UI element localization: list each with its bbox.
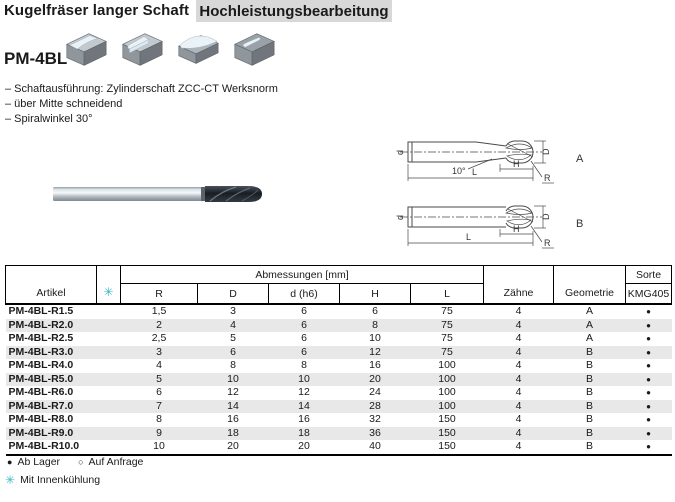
zaehne-cell: 4	[515, 332, 522, 344]
cooling-cell	[97, 400, 121, 414]
table-row	[6, 386, 672, 400]
h-cell: 8	[340, 319, 411, 333]
page-title: Kugelfräser langer Schaft	[4, 2, 190, 19]
d-h6-cell: 6	[301, 332, 307, 344]
zaehne-cell: 4	[515, 413, 522, 425]
table-row	[6, 400, 672, 414]
h-cell: 16	[369, 359, 381, 371]
dim-R-label: R	[544, 173, 551, 183]
dim-L-label: L	[472, 167, 478, 177]
artikel-cell: PM-4BL-R2.0	[6, 319, 97, 333]
col-header-grade: KMG405	[626, 284, 672, 305]
stock-dot-cell: ●	[626, 400, 672, 414]
stock-dot-cell: ●	[646, 334, 651, 343]
d-cell: 3	[230, 305, 236, 317]
artikel-cell: PM-4BL-R3.0	[6, 346, 97, 360]
zaehne-cell: 4	[484, 400, 554, 414]
r-cell: 9	[121, 427, 198, 441]
dimensions-table	[5, 265, 672, 456]
dim-D-label: D	[541, 148, 551, 155]
stock-legend	[7, 456, 143, 468]
table-row	[6, 413, 672, 427]
stock-dot-cell: ●	[626, 346, 672, 360]
geometrie-cell: B	[554, 427, 626, 441]
d-cell: 14	[198, 400, 269, 414]
cooling-cell	[97, 440, 121, 455]
geometrie-cell: B	[554, 400, 626, 414]
d-h6-cell: 10	[269, 373, 340, 387]
r-cell: 4	[156, 359, 162, 371]
internal-cooling-icon: ✳	[97, 266, 121, 305]
artikel-cell: PM-4BL-R4.0	[8, 359, 74, 371]
on-request-circle-icon: ○	[78, 457, 84, 467]
h-cell: 20	[340, 373, 411, 387]
drawing-variant-a	[396, 136, 601, 195]
cooling-cell	[97, 319, 121, 333]
in-stock-dot-icon: ●	[7, 457, 13, 467]
d-h6-cell: 8	[301, 359, 307, 371]
feature-item: – Schaftausführung: Zylinderschaft ZCC-CT Werksnorm	[5, 83, 278, 95]
stock-dot-cell: ●	[646, 415, 651, 424]
table-row	[6, 346, 672, 360]
dim-H-label: H	[513, 159, 520, 169]
table-row	[6, 319, 672, 333]
stock-dot-cell: ●	[626, 440, 672, 455]
table-body	[6, 304, 672, 455]
d-cell: 20	[198, 440, 269, 455]
zaehne-cell: 4	[484, 373, 554, 387]
col-header-geometrie: Geometrie	[554, 266, 626, 305]
d-h6-cell: 6	[301, 305, 307, 317]
feature-item: – Spiralwinkel 30°	[5, 113, 93, 125]
zaehne-cell: 4	[484, 346, 554, 360]
d-cell: 6	[198, 346, 269, 360]
col-header-h: H	[340, 284, 411, 305]
d-cell: 5	[230, 332, 236, 344]
d-cell: 18	[198, 427, 269, 441]
l-cell: 75	[441, 332, 453, 344]
table-row	[6, 332, 672, 346]
r-cell: 5	[121, 373, 198, 387]
zaehne-cell: 4	[484, 319, 554, 333]
cooling-cell	[97, 332, 121, 346]
cooling-cell	[97, 427, 121, 441]
d-h6-cell: 6	[269, 346, 340, 360]
variant-b-label: B	[576, 218, 584, 230]
table-row	[6, 373, 672, 387]
table-row	[6, 359, 672, 373]
d-cell: 10	[198, 373, 269, 387]
product-code: PM-4BL	[4, 49, 68, 68]
d-h6-cell: 20	[269, 440, 340, 455]
artikel-cell: PM-4BL-R7.0	[6, 400, 97, 414]
dim-R-label: R	[544, 238, 551, 248]
l-cell: 100	[438, 386, 456, 398]
d-h6-cell: 16	[298, 413, 310, 425]
geometrie-cell: B	[554, 440, 626, 455]
l-cell: 100	[411, 400, 484, 414]
dim-d-label: d	[396, 214, 405, 220]
category-label: Hochleistungsbearbeitung	[199, 2, 389, 20]
zaehne-cell: 4	[515, 386, 522, 398]
category-badge	[196, 0, 392, 22]
cooling-cell	[97, 304, 121, 319]
geometrie-cell: A	[585, 332, 593, 344]
l-cell: 75	[411, 346, 484, 360]
drawing-variant-b	[396, 201, 601, 260]
application-icons	[62, 28, 278, 77]
dim-d-label: d	[396, 149, 405, 155]
tool-photo	[52, 177, 268, 216]
artikel-cell: PM-4BL-R10.0	[6, 440, 97, 455]
r-cell: 8	[156, 413, 162, 425]
r-cell: 7	[121, 400, 198, 414]
l-cell: 100	[411, 373, 484, 387]
r-cell: 3	[121, 346, 198, 360]
slot-milling-icon	[118, 28, 166, 77]
d-cell: 4	[198, 319, 269, 333]
h-cell: 40	[340, 440, 411, 455]
artikel-cell: PM-4BL-R1.5	[8, 305, 74, 317]
cooling-label: Mit Innenkühlung	[20, 474, 101, 486]
internal-cooling-icon: ✳	[5, 473, 16, 487]
r-cell: 2,5	[151, 332, 167, 344]
dim-L-label: L	[466, 232, 472, 242]
cooling-cell	[97, 386, 121, 400]
profile-milling-icon	[174, 28, 222, 77]
in-stock-label: Ab Lager	[17, 456, 61, 468]
dim-D-label: D	[541, 213, 551, 220]
h-cell: 32	[369, 413, 381, 425]
col-header-r: R	[121, 284, 198, 305]
zaehne-cell: 4	[484, 427, 554, 441]
cooling-cell	[97, 359, 121, 373]
l-cell: 150	[411, 440, 484, 455]
col-header-l: L	[411, 284, 484, 305]
r-cell: 10	[121, 440, 198, 455]
geometrie-cell: B	[585, 359, 593, 371]
d-h6-cell: 12	[298, 386, 310, 398]
corner-radius-milling-icon	[62, 28, 110, 77]
h-cell: 36	[340, 427, 411, 441]
stock-dot-cell: ●	[646, 307, 651, 316]
zaehne-cell: 4	[515, 305, 522, 317]
stock-dot-cell: ●	[646, 361, 651, 370]
geometrie-cell: A	[554, 319, 626, 333]
artikel-cell: PM-4BL-R5.0	[6, 373, 97, 387]
stock-dot-cell: ●	[626, 373, 672, 387]
h-cell: 28	[340, 400, 411, 414]
neck-angle-label: 10°	[452, 166, 466, 176]
r-cell: 2	[121, 319, 198, 333]
stock-dot-cell: ●	[626, 319, 672, 333]
variant-a-label: A	[576, 153, 584, 165]
stock-dot-cell: ●	[626, 427, 672, 441]
table-row	[6, 427, 672, 441]
h-cell: 6	[372, 305, 378, 317]
d-cell: 8	[230, 359, 236, 371]
r-cell: 6	[156, 386, 162, 398]
geometrie-cell: B	[554, 373, 626, 387]
col-header-d-h6: d (h6)	[269, 284, 340, 305]
d-h6-cell: 14	[269, 400, 340, 414]
artikel-cell: PM-4BL-R6.0	[8, 386, 74, 398]
h-cell: 24	[369, 386, 381, 398]
h-cell: 10	[369, 332, 381, 344]
table-row	[6, 440, 672, 455]
feature-item: – über Mitte schneidend	[5, 98, 123, 110]
table-row	[6, 304, 672, 319]
l-cell: 75	[441, 305, 453, 317]
geometrie-cell: A	[585, 305, 593, 317]
col-header-artikel: Artikel	[6, 266, 97, 305]
col-header-zaehne: Zähne	[484, 266, 554, 305]
on-request-label: Auf Anfrage	[88, 456, 144, 468]
r-cell: 1,5	[151, 305, 167, 317]
pocket-milling-icon	[230, 28, 278, 77]
d-cell: 16	[227, 413, 239, 425]
col-header-sorte: Sorte	[626, 266, 672, 284]
col-group-abmessungen: Abmessungen [mm]	[121, 266, 484, 284]
cooling-cell	[97, 413, 121, 427]
l-cell: 150	[438, 413, 456, 425]
geometrie-cell: B	[585, 413, 593, 425]
d-h6-cell: 18	[269, 427, 340, 441]
zaehne-cell: 4	[515, 359, 522, 371]
artikel-cell: PM-4BL-R8.0	[8, 413, 74, 425]
stock-dot-cell: ●	[646, 388, 651, 397]
col-header-d: D	[198, 284, 269, 305]
geometrie-cell: B	[585, 386, 593, 398]
l-cell: 100	[438, 359, 456, 371]
cooling-legend	[5, 473, 100, 487]
feature-list	[5, 82, 278, 127]
d-h6-cell: 6	[269, 319, 340, 333]
artikel-cell: PM-4BL-R9.0	[6, 427, 97, 441]
h-cell: 12	[340, 346, 411, 360]
d-cell: 12	[227, 386, 239, 398]
l-cell: 75	[411, 319, 484, 333]
dim-H-label: H	[513, 224, 520, 234]
cooling-cell	[97, 346, 121, 360]
geometrie-cell: B	[554, 346, 626, 360]
l-cell: 150	[411, 427, 484, 441]
zaehne-cell: 4	[484, 440, 554, 455]
cooling-cell	[97, 373, 121, 387]
artikel-cell: PM-4BL-R2.5	[8, 332, 74, 344]
